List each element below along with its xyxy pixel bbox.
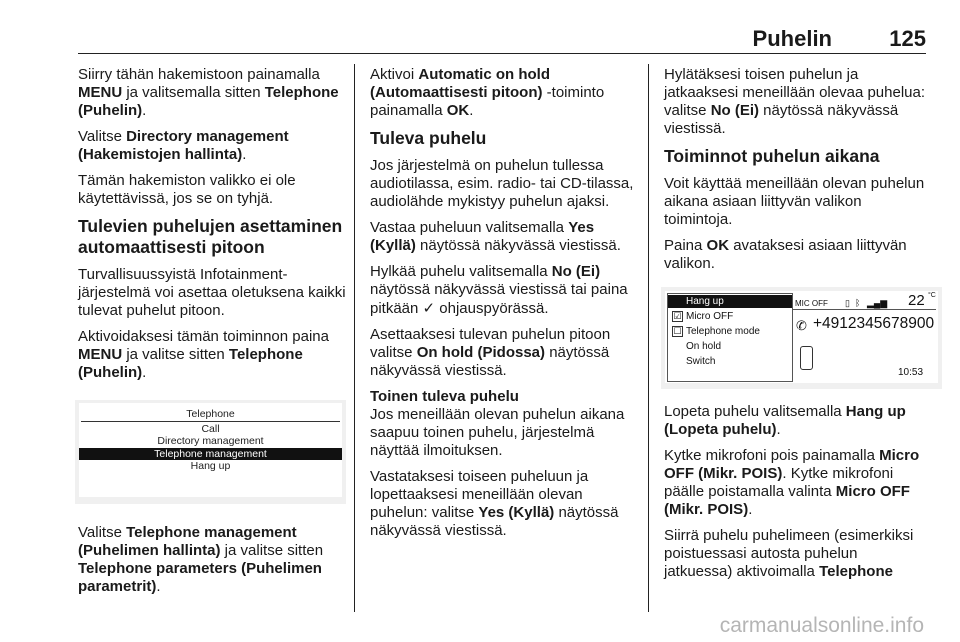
paragraph: Hylätäksesi toisen puhelun ja jatkaaksesi meneillään olevaa puhelua: valitse No (Ei) näytössä näkyvässä viestissä. bbox=[664, 66, 926, 137]
paragraph: Valitse Directory management (Hakemistojen hallinta). bbox=[78, 128, 289, 163]
page-number: 125 bbox=[889, 26, 926, 51]
watermark: carmanualsonline.info bbox=[719, 614, 924, 637]
menu-item-hang-up: Hang up bbox=[190, 460, 231, 472]
call-menu-item-telephone-mode: ☐ Telephone mode bbox=[673, 326, 760, 337]
menu-title: Telephone bbox=[186, 408, 235, 420]
signal-strength-icon: ▂▄▆ bbox=[867, 298, 888, 308]
temperature-readout: 22 bbox=[908, 292, 925, 309]
call-options-menu bbox=[667, 293, 793, 382]
menu-item-directory-management: Directory management bbox=[157, 435, 264, 447]
phone-status-icon: ▯ bbox=[845, 298, 850, 308]
paragraph: Siirrä puhelu puhelimeen (esimerkiksi poistuessasi autosta puhelun jatkuessa) aktivoimalla Telephone bbox=[664, 527, 914, 580]
paragraph: Paina OK avataksesi asiaan liittyvän valikon. bbox=[664, 237, 907, 272]
paragraph: Jos järjestelmä on puhelun tullessa audiotilassa, esim. radio- tai CD-tilassa, audiolähde mykistyy puhelun ajaksi. bbox=[370, 157, 634, 210]
menu-item-call: Call bbox=[201, 423, 220, 435]
status-bar-rule bbox=[793, 309, 936, 310]
paragraph: Valitse Telephone management (Puhelimen hallinta) ja valitse sitten Telephone parameters (Puhelimen parametrit). bbox=[78, 524, 324, 595]
column-divider bbox=[648, 64, 649, 612]
handset-icon: ✆ bbox=[796, 318, 807, 333]
bluetooth-icon: ᛒ bbox=[855, 298, 861, 308]
paragraph: Turvallisuussyistä Infotainment-järjestelmä voi asettaa oletuksena kaikki tulevat puhelut pitoon. bbox=[78, 266, 346, 319]
paragraph: Aktivoi Automatic on hold (Automaattisesti pitoon) -toiminto painamalla OK. bbox=[370, 66, 605, 119]
mic-status-label: MIC OFF bbox=[795, 299, 828, 308]
call-menu-item-switch: Switch bbox=[686, 356, 716, 367]
paragraph: Aktivoidaksesi tämän toiminnon paina MENU ja valitse sitten Telephone (Puhelin). bbox=[78, 328, 329, 381]
checkmark-icon: ✓ bbox=[422, 299, 436, 317]
menu-item-telephone-management: Telephone management bbox=[79, 448, 342, 460]
column-2 bbox=[370, 66, 638, 548]
temperature-unit: °C bbox=[928, 292, 936, 299]
header-rule bbox=[78, 53, 926, 54]
paragraph: Tämän hakemiston valikko ei ole käytettävissä, jos se on tyhjä. bbox=[78, 172, 296, 207]
call-menu-item-micro-off: ☑ Micro OFF bbox=[673, 311, 734, 322]
paragraph: Siirry tähän hakemistoon painamalla MENU ja valitsemalla sitten Telephone (Puhelin). bbox=[78, 66, 339, 119]
paragraph: Kytke mikrofoni pois painamalla Micro OFF (Mikr. POIS). Kytke mikrofoni päälle poistamalla valinta Micro OFF (Mikr. POIS). bbox=[664, 447, 920, 518]
column-3 bbox=[664, 66, 936, 589]
caller-number: +4912345678900 bbox=[813, 315, 935, 332]
paragraph: Lopeta puhelu valitsemalla Hang up (Lopeta puhelu). bbox=[664, 403, 906, 438]
paragraph: Voit käyttää meneillään olevan puhelun aikana asiaan liittyvän valikon toimintoja. bbox=[664, 175, 925, 228]
checkbox-checked-icon: ☑ bbox=[673, 311, 682, 321]
checkbox-unchecked-icon: ☐ bbox=[673, 326, 682, 336]
section-heading: Tulevien puhelujen asettaminen automaattisesti pitoon bbox=[78, 216, 343, 257]
page-title: Puhelin bbox=[752, 26, 832, 51]
paragraph: Hylkää puhelu valitsemalla No (Ei) näytössä näkyvässä viestissä tai paina pitkään ✓ ohjauspyörässä. bbox=[370, 263, 628, 317]
call-menu-item-on-hold: On hold bbox=[686, 341, 722, 352]
call-menu-item-hang-up: Hang up bbox=[668, 295, 792, 308]
menu-title-rule bbox=[81, 421, 340, 422]
mobile-phone-icon bbox=[800, 346, 813, 370]
clock-time: 10:53 bbox=[898, 367, 924, 378]
subsection-heading: Toinen tuleva puhelu bbox=[370, 388, 519, 405]
paragraph: Asettaaksesi tulevan puhelun pitoon valitse On hold (Pidossa) näytössä näkyvässä viestissä. bbox=[370, 326, 611, 379]
page-header bbox=[0, 0, 960, 60]
paragraph: Vastataksesi toiseen puheluun ja lopettaaksesi meneillään olevan puhelun: valitse Yes (Kyllä) näytössä näkyvässä viestissä. bbox=[370, 468, 619, 539]
paragraph: Jos meneillään olevan puhelun aikana saapuu toinen puhelu, järjestelmä näyttää ilmoituksen. bbox=[370, 406, 625, 459]
telephone-menu-screenshot bbox=[75, 400, 346, 504]
section-heading: Toiminnot puhelun aikana bbox=[664, 146, 880, 166]
column-divider bbox=[354, 64, 355, 612]
column-1 bbox=[78, 66, 348, 604]
section-heading: Tuleva puhelu bbox=[370, 128, 487, 148]
paragraph: Vastaa puheluun valitsemalla Yes (Kyllä) näytössä näkyvässä viestissä. bbox=[370, 219, 621, 254]
in-call-menu-screenshot bbox=[661, 287, 942, 389]
